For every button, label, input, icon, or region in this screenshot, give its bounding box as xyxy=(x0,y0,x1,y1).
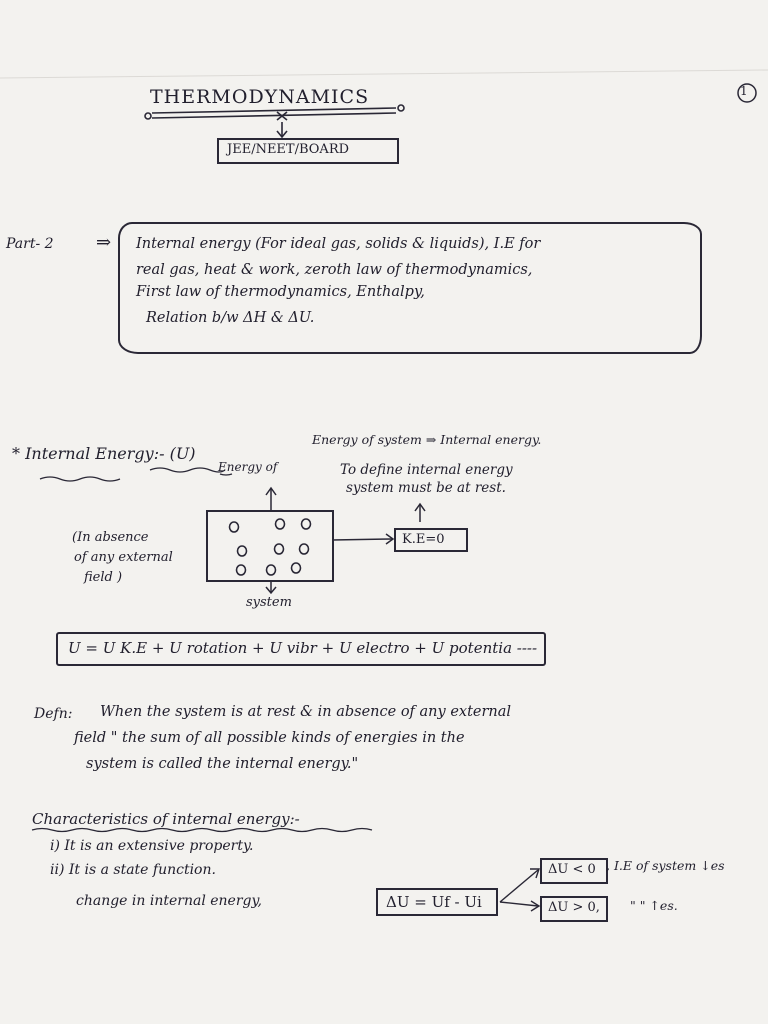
page-number: 1 xyxy=(740,84,748,98)
ke-box xyxy=(394,528,468,552)
define-line-1: To define internal energy xyxy=(340,462,513,478)
defn-line-1: When the system is at rest & in absence of any external xyxy=(100,704,512,720)
neg-box xyxy=(540,858,608,884)
system-box xyxy=(206,510,334,582)
formula-box xyxy=(56,632,546,666)
neg-text: , I.E of system ↓es xyxy=(606,858,725,873)
part-arrow: ⇒ xyxy=(96,232,112,253)
part-line-1: Internal energy (For ideal gas, solids & liquids), I.E for xyxy=(136,236,541,252)
energy-of-label: Energy of xyxy=(218,460,278,474)
part-line-2: real gas, heat & work, zeroth law of thermodynamics, xyxy=(136,262,533,278)
exam-tag: JEE/NEET/BOARD xyxy=(227,142,350,157)
defn-line-2: field " the sum of all possible kinds of energies in the xyxy=(74,730,465,746)
defn-line-3: system is called the internal energy." xyxy=(86,756,359,772)
delta-formula: ΔU = Uf - Ui xyxy=(386,893,482,911)
part-topics-box xyxy=(118,222,702,354)
ie-heading: * Internal Energy:- (U) xyxy=(12,444,196,463)
pos-text: " " ↑es. xyxy=(630,898,678,913)
char-item-2: ii) It is a state function. xyxy=(50,862,216,878)
absence-line-1: (In absence xyxy=(72,530,149,545)
system-label: system xyxy=(246,595,292,610)
defn-label: Defn: xyxy=(34,706,73,722)
ie-heading-note: Energy of system ⇒ Internal energy. xyxy=(312,432,542,447)
part-label: Part- 2 xyxy=(6,236,54,252)
char-heading: Characteristics of internal energy:- xyxy=(32,810,300,828)
neg-box-text: ΔU < 0 xyxy=(548,862,596,877)
define-line-2: system must be at rest. xyxy=(346,480,506,496)
delta-formula-box xyxy=(376,888,498,916)
change-text: change in internal energy, xyxy=(76,893,262,909)
pos-box xyxy=(540,896,608,922)
exam-tag-box xyxy=(217,138,399,164)
absence-line-2: of any external xyxy=(74,550,173,565)
formula-text: U = U K.E + U rotation + U vibr + U electro + U potentia ---- xyxy=(68,639,538,657)
char-item-1: i) It is an extensive property. xyxy=(50,838,254,854)
part-line-3: First law of thermodynamics, Enthalpy, xyxy=(136,284,425,300)
absence-line-3: field ) xyxy=(84,570,123,585)
pos-box-text: ΔU > 0, xyxy=(548,900,600,915)
part-line-4: Relation b/w ΔH & ΔU. xyxy=(146,310,315,326)
page-title: THERMODYNAMICS xyxy=(150,86,370,108)
ke-label: K.E=0 xyxy=(402,532,445,547)
